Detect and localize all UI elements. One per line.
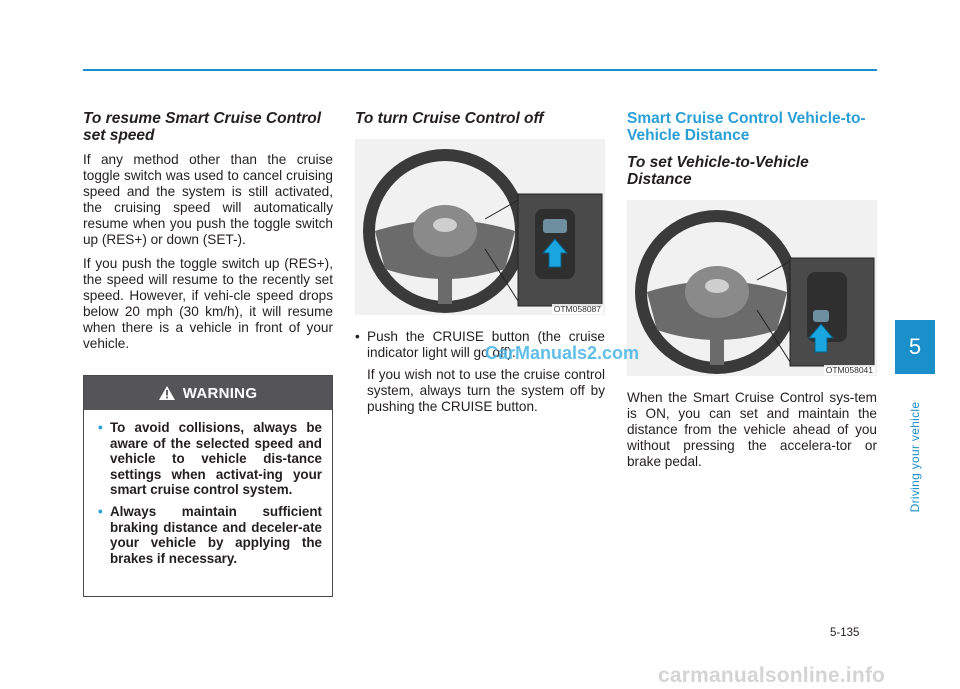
paragraph-resume-2: If you push the toggle switch up (RES+), the speed will resume to the recently set speed. However, if vehi-cle speed drops below 20 mph (30 km/h), it will resume when there is a vehicle in front of your vehicle. bbox=[83, 256, 333, 351]
figure-code: OTM058041 bbox=[825, 365, 873, 375]
subheading-set-distance: To set Vehicle-to-Vehicle Distance bbox=[627, 154, 809, 188]
steering-wheel-illustration bbox=[355, 139, 605, 315]
paragraph-resume-1: If any method other than the cruise toggle switch was used to cancel cruising speed and the system is still activated, the cruising speed will automatically resume when you push the toggle switch up (RES+) or down (SET-). bbox=[83, 152, 333, 247]
footer-site-watermark: carmanualsonline.info bbox=[658, 664, 886, 687]
warning-item: • To avoid collisions, always be aware of the selected speed and vehicle to vehicle dis-tance settings when activat-ing your smart cruise control system. bbox=[98, 420, 322, 498]
column-resume bbox=[83, 110, 333, 352]
watermark: CarManuals2.com bbox=[485, 343, 640, 363]
warning-item: • Always maintain sufficient braking distance and deceler-ate your vehicle by applying the brakes if necessary. bbox=[98, 503, 322, 566]
top-rule bbox=[83, 69, 877, 71]
chapter-label: Driving your vehicle bbox=[908, 401, 922, 513]
warning-title: WARNING bbox=[182, 384, 258, 402]
page-number: 5-135 bbox=[830, 627, 860, 639]
warning-triangle-icon bbox=[159, 386, 175, 400]
column-cruise-off bbox=[355, 110, 605, 415]
steering-wheel-illustration bbox=[627, 200, 877, 376]
warning-box bbox=[83, 375, 333, 597]
steering-wheel-figure-distance bbox=[627, 200, 877, 376]
section-heading-cruise-off: To turn Cruise Control off bbox=[355, 110, 544, 127]
figure-code: OTM058087 bbox=[553, 304, 601, 314]
paragraph-distance: When the Smart Cruise Control sys-tem is ON, you can set and maintain the distance from the vehicle ahead of you without pressing the accelera-tor or brake pedal. bbox=[627, 390, 877, 469]
section-heading-resume: To resume Smart Cruise Control set speed bbox=[83, 110, 322, 144]
bullet-dot-icon: • bbox=[98, 420, 103, 435]
column-distance bbox=[627, 110, 877, 470]
warning-list bbox=[84, 410, 332, 566]
bullet-push-cruise: • Push the CRUISE button (the cruise indicator light will go off). bbox=[355, 329, 605, 360]
steering-wheel-figure-cruise bbox=[355, 139, 605, 315]
section-heading-distance: Smart Cruise Control Vehicle-to-Vehicle Distance bbox=[627, 110, 866, 144]
bullet-dot-icon: • bbox=[98, 503, 103, 519]
bullet-dot-icon: • bbox=[355, 329, 360, 344]
warning-header bbox=[84, 376, 332, 410]
paragraph-cruise-off: If you wish not to use the cruise control system, always turn the system off by pushing the CRUISE button. bbox=[367, 367, 605, 414]
chapter-tab: 5 bbox=[895, 320, 935, 374]
